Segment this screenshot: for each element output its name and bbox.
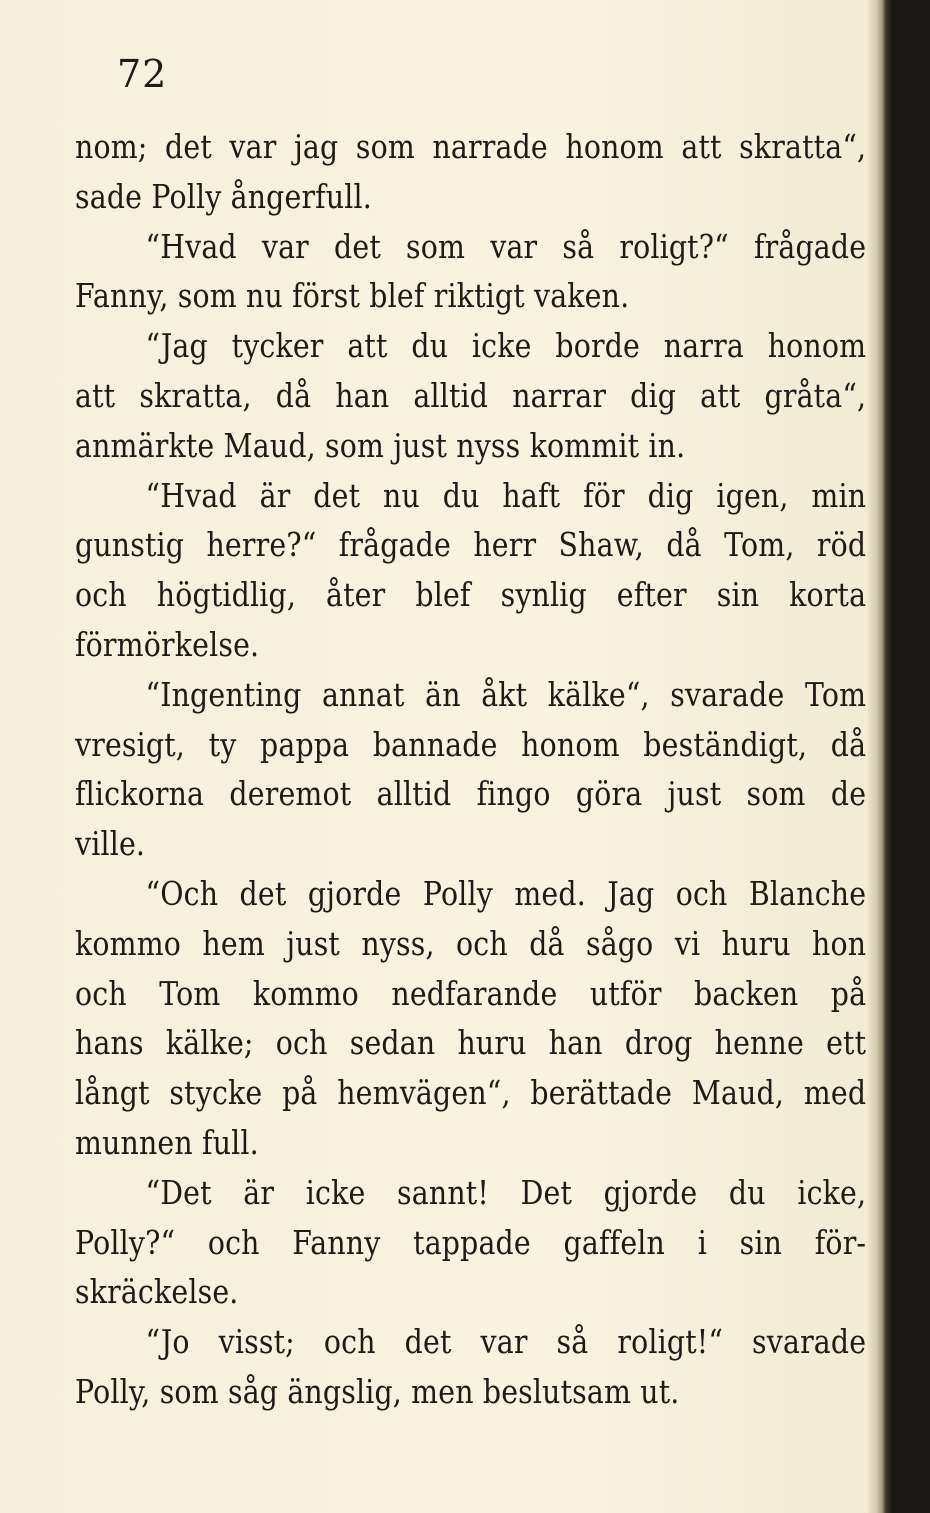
text-line: sade Polly ångerfull.	[75, 176, 373, 216]
text-line: “Hvad är det nu du haft för dig igen, min	[145, 475, 867, 515]
text-line: Polly?“ och Fanny tappade gaffeln i sin för-	[75, 1222, 867, 1262]
text-line: munnen full.	[75, 1122, 259, 1162]
text-line: ville.	[75, 824, 146, 864]
text-line: “Ingenting annat än åkt kälke“, svarade Tom	[145, 674, 867, 714]
text-line: förmörkelse.	[75, 624, 260, 664]
text-line: och högtidlig, åter blef synlig efter sin korta	[75, 575, 867, 615]
text-line: “Och det gjorde Polly med. Jag och Blanche	[145, 873, 867, 913]
text-line: “Det är icke sannt! Det gjorde du icke,	[145, 1172, 867, 1212]
text-line: hans kälke; och sedan huru han drog henne ett	[75, 1023, 867, 1063]
text-line: Polly, som såg ängslig, men beslutsam ut.	[75, 1371, 680, 1411]
text-line: “Jo visst; och det var så roligt!“ svarade	[145, 1322, 867, 1362]
text-line: gunstig herre?“ frågade herr Shaw, då Tom, röd	[75, 525, 867, 565]
text-line: och Tom kommo nedfarande utför backen på	[75, 973, 867, 1013]
text-line: “Jag tycker att du icke borde narra honom	[145, 326, 867, 366]
text-line: nom; det var jag som narrade honom att skratta“,	[75, 127, 867, 166]
body-text	[75, 122, 865, 1417]
text-line: vresigt, ty pappa bannade honom beständigt, då	[75, 724, 867, 764]
text-line: anmärkte Maud, som just nyss kommit in.	[75, 425, 686, 465]
text-line: Fanny, som nu först blef riktigt vaken.	[75, 276, 630, 316]
page-number: 72	[117, 52, 168, 96]
text-line: flickorna deremot alltid fingo göra just som de	[75, 774, 867, 814]
text-line: kommo hem just nyss, och då sågo vi huru hon	[75, 923, 867, 963]
text-line: skräckelse.	[75, 1272, 239, 1312]
text-line: “Hvad var det som var så roligt?“ frågade	[145, 226, 867, 266]
book-spine-edge	[868, 0, 930, 1513]
text-line: långt stycke på hemvägen“, berättade Maud, med	[75, 1073, 867, 1113]
text-line: att skratta, då han alltid narrar dig att gråta“,	[75, 375, 867, 415]
